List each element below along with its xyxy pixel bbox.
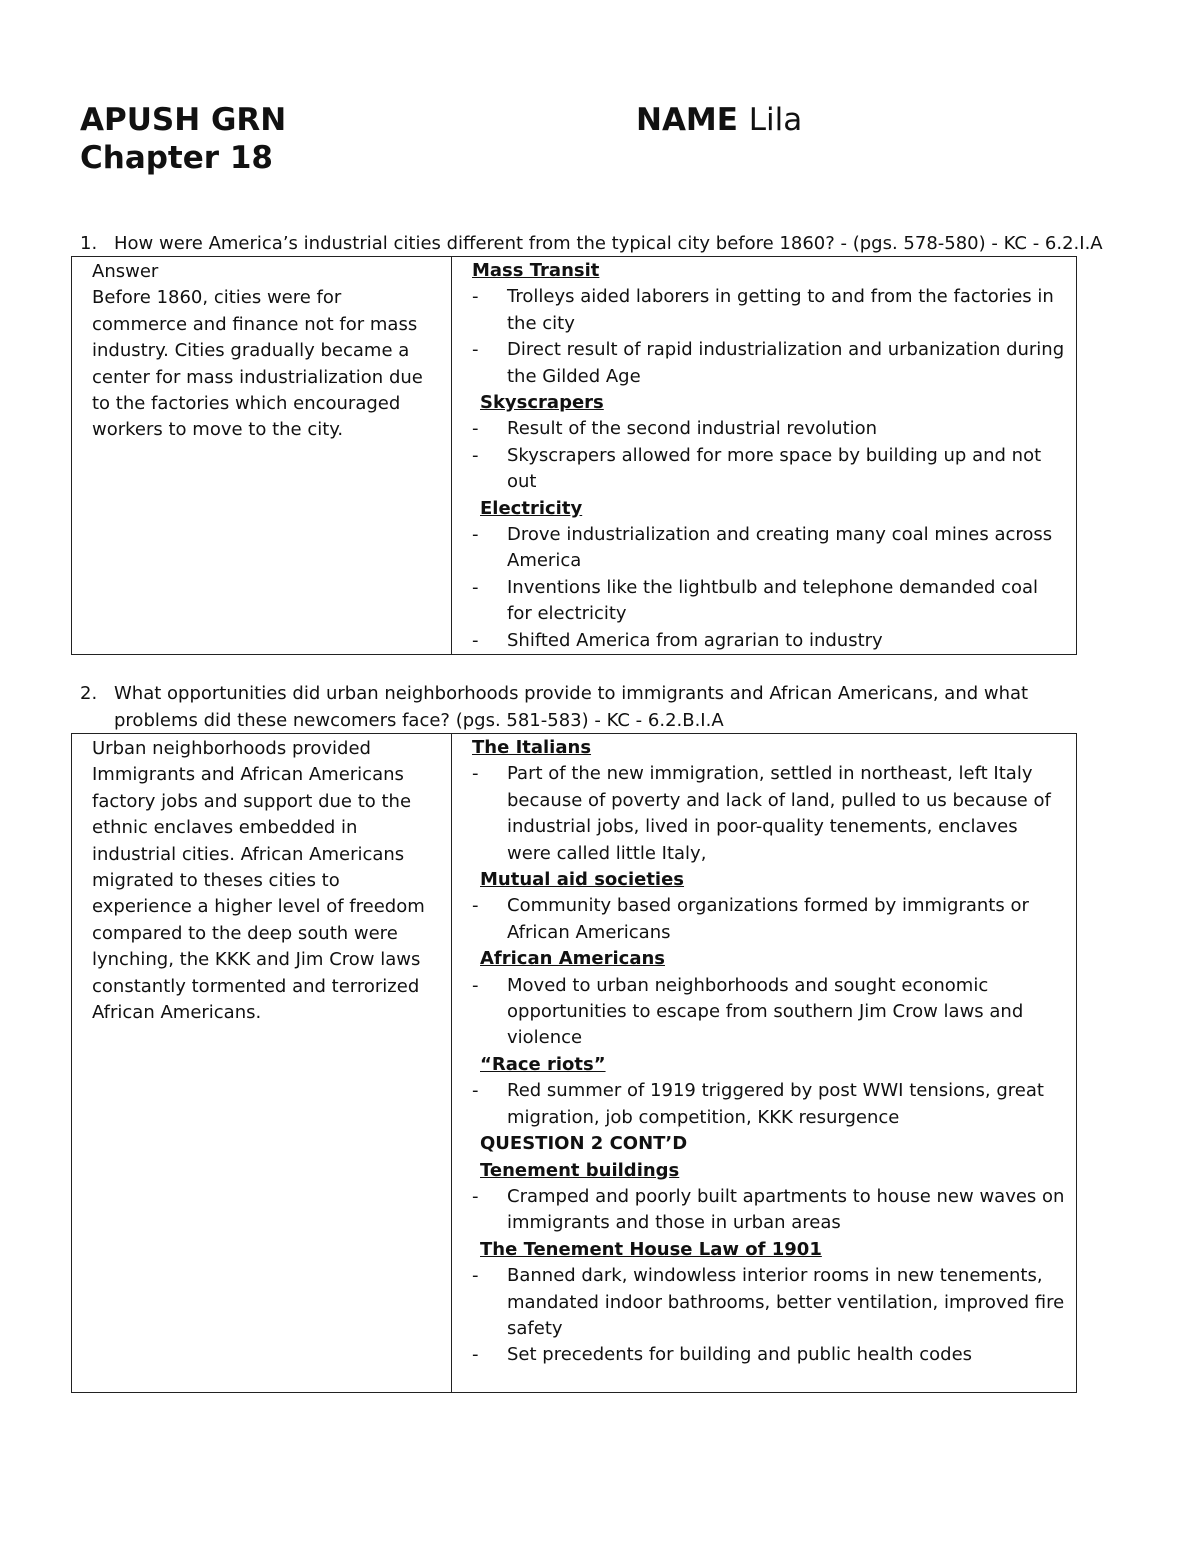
course-title: APUSH GRN	[80, 102, 287, 138]
name-label: NAME	[636, 102, 738, 138]
question-text-line1: What opportunities did urban neighborhoods provide to immigrants and African Americans, and what	[114, 683, 1029, 704]
section-title: African Americans	[480, 948, 665, 970]
bullet-item: - Banned dark, windowless interior rooms in new tenements, mandated indoor bathrooms, better ventilation, improved fire safety	[472, 1265, 1065, 1339]
continuation-label: QUESTION 2 CONT’D	[480, 1133, 688, 1155]
answer-table-1	[71, 256, 1077, 655]
question-number: 1.	[80, 233, 98, 254]
bullet-item: - Red summer of 1919 triggered by post WWI tensions, great migration, job competition, KKK resurgence	[472, 1080, 1044, 1128]
section-title: Tenement buildings	[480, 1159, 680, 1181]
bullet-item: - Drove industrialization and creating many coal mines across America	[472, 524, 1053, 572]
question-number: 2.	[80, 683, 98, 704]
bullet-item: - Result of the second industrial revolution	[472, 418, 878, 440]
question-1	[80, 230, 1140, 257]
bullet-item: - Inventions like the lightbulb and telephone demanded coal for electricity	[472, 576, 1039, 625]
question-2	[80, 680, 1140, 734]
answer-table-2	[71, 733, 1077, 1393]
section-title: Electricity	[480, 497, 583, 519]
chapter-title: Chapter 18	[80, 140, 273, 176]
answer-label: Answer	[92, 261, 159, 282]
section-title: Mutual aid societies	[480, 869, 685, 891]
bullet-item: - Part of the new immigration, settled in northeast, left Italy because of poverty and lack of land, pulled to us because of industrial jobs, lived in poor-quality tenements, enclaves were called little Italy,	[472, 763, 1051, 864]
notes-cell	[452, 257, 1077, 655]
bullet-item: - Community based organizations formed by immigrants or African Americans	[472, 895, 1029, 943]
bullet-item: - Set precedents for building and public health codes	[472, 1344, 973, 1366]
notes-cell	[452, 734, 1077, 1393]
answer-text: Urban neighborhoods provided Immigrants and African Americans factory jobs and support due to the ethnic enclaves embedded in industrial cities. African Americans migrated to theses cities to experience a higher level of freedom compared to the deep south were lynching, the KKK and Jim Crow laws constantly tormented and terrorized African Americans.	[92, 738, 425, 1024]
section-title: Mass Transit	[472, 260, 600, 281]
section-title: The Tenement House Law of 1901	[480, 1238, 822, 1260]
name-value: Lila	[748, 102, 803, 138]
bullet-item: - Skyscrapers allowed for more space by building up and not out	[472, 444, 1042, 493]
answer-cell	[72, 734, 452, 1393]
answer-cell	[72, 257, 452, 655]
section-title: “Race riots”	[480, 1053, 606, 1075]
bullet-item: - Shifted America from agrarian to industry	[472, 629, 883, 651]
bullet-item: - Trolleys aided laborers in getting to and from the factories in the city	[472, 286, 1054, 334]
bullet-item: - Moved to urban neighborhoods and sought economic opportunities to escape from southern Jim Crow laws and violence	[472, 974, 1024, 1049]
question-text-line2: problems did these newcomers face? (pgs. 581-583) - KC - 6.2.B.I.A	[114, 710, 724, 731]
question-text: How were America’s industrial cities different from the typical city before 1860? - (pgs. 578-580) - KC - 6.2.I.A	[114, 233, 1103, 254]
section-title: Skyscrapers	[480, 392, 604, 414]
name-line	[636, 101, 802, 139]
answer-text: Before 1860, cities were for commerce and finance not for mass industry. Cities gradually became a center for mass industrialization due to the factories which encouraged workers to move to the city.	[92, 287, 423, 441]
section-title: The Italians	[472, 737, 592, 758]
bullet-item: - Cramped and poorly built apartments to house new waves on immigrants and those in urban areas	[472, 1185, 1065, 1234]
bullet-item: - Direct result of rapid industrialization and urbanization during the Gilded Age	[472, 339, 1065, 387]
